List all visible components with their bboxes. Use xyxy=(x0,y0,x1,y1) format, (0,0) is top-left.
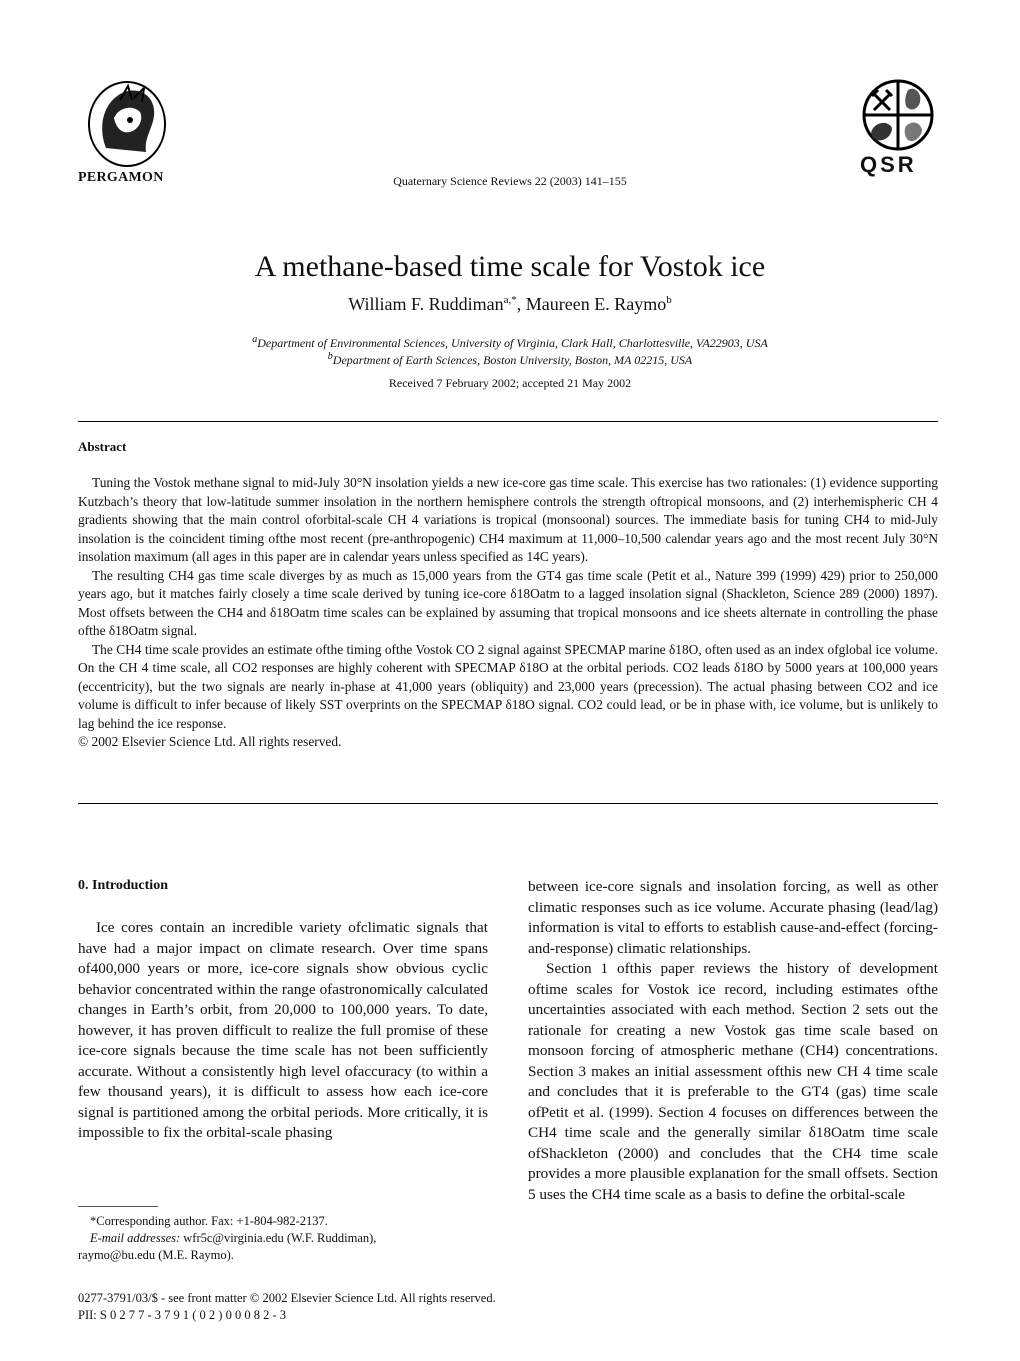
right-column xyxy=(528,877,938,1205)
qsr-logo-text: QSR xyxy=(860,152,917,177)
front-matter-info xyxy=(78,1290,496,1324)
abstract-body xyxy=(78,474,938,752)
author-raymo-mark: b xyxy=(666,294,672,306)
intro-paragraph-1: Ice cores contain an incredible variety ofclimatic signals that have had a major impact on climate research. Over time spans of400,000 years or more, ice-core signals show obvious cyclic behavior concentrated within the range ofastronomically calculated changes in Earth’s orbit, from 20,000 to 100,000 years. To date, however, it has proven difficult to realize the full promise of these ice-core signals because the time scale has not been sufficiently accurate. Without a consistently high level ofaccuracy (to within a few thousand years), it is difficult to assess how each ice-core signal is partitioned among the orbital periods. More critically, it is impossible to fix the orbital-scale phasing xyxy=(78,919,488,1141)
article-title: A methane-based time scale for Vostok ice xyxy=(254,250,766,283)
intro-paragraph-1-continued: between ice-core signals and insolation forcing, as well as other climatic responses such as ice volume. Accurate phasing (lead/lag) information is vital to efforts to establish cause-and-effect (forcing-and-response) climatic relationships. xyxy=(528,878,938,957)
publisher-name: PERGAMON xyxy=(78,170,164,185)
abstract-heading: Abstract xyxy=(78,439,127,454)
left-column xyxy=(78,918,488,1144)
email-label: E-mail addresses: xyxy=(90,1231,181,1245)
abstract-paragraph-2: The resulting CH4 gas time scale diverges by as much as 15,000 years from the GT4 gas time scale (Petit et al., Nature 399 (1999) 429) prior to 250,000 years ago, but it matches fairly closely a time scale derived by tuning ice-core δ18Oatm to a lagged insolation signal (Shackleton, Science 289 (2000) 1897). Most offsets between the CH4 and δ18Oatm time scales can be explained by assuming that tropical monsoons and ice sheets alternate in controlling the phase ofthe δ18Oatm signal. xyxy=(78,567,938,638)
affiliation-b-mark: b xyxy=(327,351,333,362)
abstract-paragraph-3: The CH4 time scale provides an estimate ofthe timing ofthe Vostok CO 2 signal against SPECMAP marine δ18O, often used as an index ofglobal ice volume. On the CH 4 time scale, all CO2 responses are highly coherent with SPECMAP δ18O at the orbital periods. CO2 leads δ18O by 5000 years at 100,000 years (eccentricity), but the two signals are nearly in-phase at 41,000 years (obliquity) and 23,000 years (precession). The actual phasing between CO2 and ice volume is difficult to infer because of likely SST overprints on the SPECMAP δ18O signal. CO2 could lead, or be in phase with, ice volume, but is unlikely to lag behind the ice response. xyxy=(78,641,938,731)
email-ruddiman[interactable]: wfr5c@virginia.edu (W.F. Ruddiman), xyxy=(183,1231,377,1245)
footnote-rule xyxy=(78,1206,158,1207)
email-raymo[interactable]: raymo@bu.edu (M.E. Raymo). xyxy=(78,1248,234,1262)
footnote xyxy=(78,1213,488,1264)
abstract-copyright: © 2002 Elsevier Science Ltd. All rights reserved. xyxy=(78,734,342,749)
divider-bottom xyxy=(78,803,938,804)
affiliation-a-mark: a xyxy=(252,334,258,345)
qsr-journal-logo xyxy=(858,78,938,152)
pergamon-logo xyxy=(84,78,170,170)
author-ruddiman: William F. Ruddiman xyxy=(348,294,504,314)
corresponding-author-note: *Corresponding author. Fax: +1-804-982-2137. xyxy=(90,1214,328,1228)
issn-line: 0277-3791/03/$ - see front matter © 2002 Elsevier Science Ltd. All rights reserved. xyxy=(78,1291,496,1305)
abstract-paragraph-1: Tuning the Vostok methane signal to mid-July 30°N insolation yields a new ice-core gas time scale. This exercise has two rationales: (1) evidence supporting Kutzbach’s theory that low-latitude summer insolation in the northern hemisphere controls the strength oftropical monsoons, and (2) interhemispheric CH 4 gradients showing that the main control oforbital-scale CH 4 variations is tropical (monsoonal) sources. The immediate basis for tuning CH4 to mid-July insolation is the coincident timing ofthe most recent (pre-anthropogenic) CH4 maximum at 11,000–10,500 calendar years ago and the most recent July 30°N insolation maximum (all ages in this paper are in calendar years unless specified as 14C years). xyxy=(78,475,938,564)
affiliation-a: $^a$Department of Environmental Sciences, University of Virginia, Clark Hall, Charlottesville, VA22903, USA xyxy=(252,334,768,350)
article-authors xyxy=(0,294,1020,315)
pii-line: PII: S 0 2 7 7 - 3 7 9 1 ( 0 2 ) 0 0 0 8 2 - 3 xyxy=(78,1308,286,1322)
divider-top xyxy=(78,421,938,422)
received-dates: Received 7 February 2002; accepted 21 May 2002 xyxy=(388,376,632,390)
author-ruddiman-marks: a,* xyxy=(503,294,517,306)
journal-reference: Quaternary Science Reviews 22 (2003) 141–155 xyxy=(393,174,627,188)
affiliation-b: $^b$Department of Earth Sciences, Boston University, Boston, MA 02215, USA xyxy=(327,351,693,367)
section-heading-introduction: 0. Introduction xyxy=(78,878,168,893)
intro-paragraph-2: Section 1 ofthis paper reviews the history of development oftime scales for Vostok ice record, including estimates ofthe uncertainties associated with each method. Section 2 sets out the rationale for creating a new Vostok gas time scale based on monsoon forcing of atmospheric methane (CH4) concentrations. Section 3 makes an initial assessment ofthis new CH 4 time scale and concludes that it is preferable to the GT4 (gas) time scale ofPetit et al. (1999). Section 4 focuses on differences between the CH4 time scale and the generally similar δ18Oatm time scale ofShackleton (2000) and concludes that the CH4 time scale provides a more plausible explanation for the small offsets. Section 5 uses the CH4 time scale as a basis to define the orbital-scale xyxy=(528,960,938,1203)
author-raymo: , Maureen E. Raymo xyxy=(516,294,667,314)
